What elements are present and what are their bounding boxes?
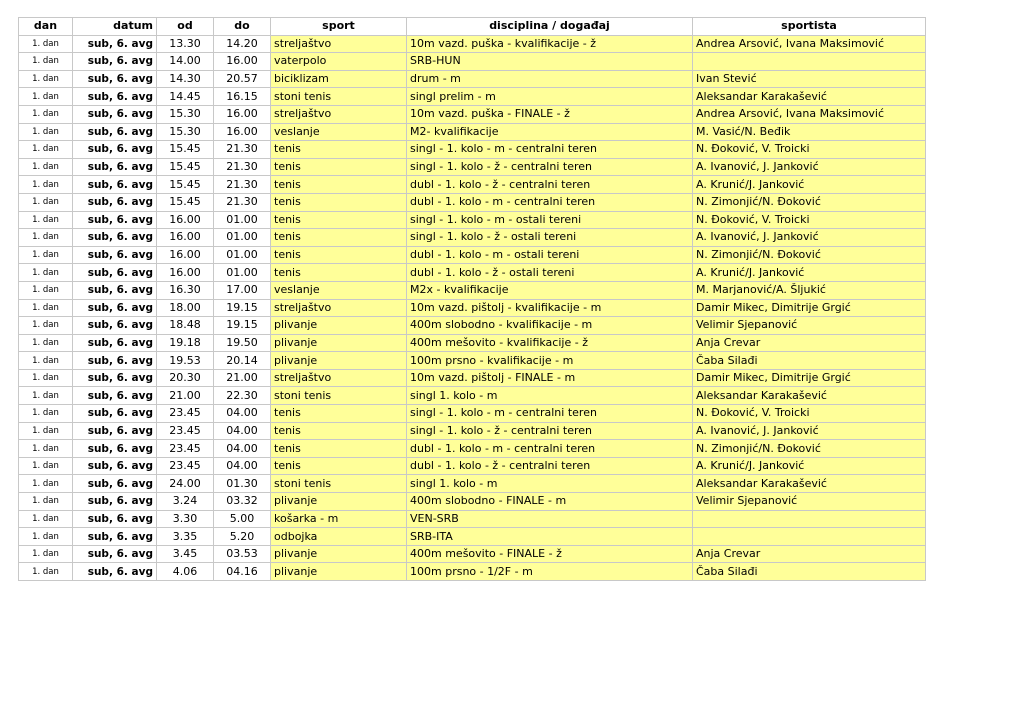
table-row [19, 211, 926, 229]
cell-disciplina: SRB-HUN [407, 53, 693, 71]
header-datum: datum [73, 18, 157, 36]
cell-datum: sub, 6. avg [73, 53, 157, 71]
cell-sportista: N. Zimonjić/N. Đoković [693, 193, 926, 211]
cell-dan: 1. dan [19, 158, 73, 176]
cell-datum: sub, 6. avg [73, 528, 157, 546]
cell-sport: veslanje [271, 281, 407, 299]
cell-disciplina: singl - 1. kolo - ž - centralni teren [407, 158, 693, 176]
cell-sportista: A. Krunić/J. Janković [693, 176, 926, 194]
table-row [19, 281, 926, 299]
table-row [19, 475, 926, 493]
cell-od: 18.48 [157, 317, 214, 335]
cell-sportista: N. Đoković, V. Troicki [693, 211, 926, 229]
cell-od: 15.30 [157, 105, 214, 123]
cell-datum: sub, 6. avg [73, 299, 157, 317]
cell-datum: sub, 6. avg [73, 246, 157, 264]
cell-sportista: N. Zimonjić/N. Đoković [693, 246, 926, 264]
cell-do: 20.57 [214, 70, 271, 88]
schedule-table [18, 17, 926, 581]
cell-disciplina: 400m mešovito - FINALE - ž [407, 545, 693, 563]
cell-datum: sub, 6. avg [73, 141, 157, 159]
cell-dan: 1. dan [19, 246, 73, 264]
cell-od: 16.30 [157, 281, 214, 299]
table-row [19, 193, 926, 211]
cell-dan: 1. dan [19, 176, 73, 194]
cell-do: 14.20 [214, 35, 271, 53]
cell-datum: sub, 6. avg [73, 229, 157, 247]
cell-sport: tenis [271, 158, 407, 176]
cell-disciplina: 10m vazd. pištolj - kvalifikacije - m [407, 299, 693, 317]
cell-od: 3.35 [157, 528, 214, 546]
cell-dan: 1. dan [19, 440, 73, 458]
cell-sportista: A. Ivanović, J. Janković [693, 422, 926, 440]
cell-sportista: Anja Crevar [693, 334, 926, 352]
cell-datum: sub, 6. avg [73, 123, 157, 141]
cell-od: 15.30 [157, 123, 214, 141]
cell-sportista: Velimir Sjepanović [693, 493, 926, 511]
cell-dan: 1. dan [19, 105, 73, 123]
cell-dan: 1. dan [19, 264, 73, 282]
cell-disciplina: dubl - 1. kolo - ž - centralni teren [407, 176, 693, 194]
cell-sport: košarka - m [271, 510, 407, 528]
cell-dan: 1. dan [19, 387, 73, 405]
table-row [19, 387, 926, 405]
cell-sport: tenis [271, 176, 407, 194]
cell-sportista: Anja Crevar [693, 545, 926, 563]
cell-dan: 1. dan [19, 334, 73, 352]
cell-datum: sub, 6. avg [73, 510, 157, 528]
cell-disciplina: 400m mešovito - kvalifikacije - ž [407, 334, 693, 352]
cell-do: 01.00 [214, 264, 271, 282]
cell-sportista: Čaba Silađi [693, 563, 926, 581]
cell-sportista: A. Krunić/J. Janković [693, 457, 926, 475]
cell-od: 15.45 [157, 141, 214, 159]
cell-dan: 1. dan [19, 123, 73, 141]
header-od: od [157, 18, 214, 36]
cell-dan: 1. dan [19, 35, 73, 53]
header-disciplina: disciplina / događaj [407, 18, 693, 36]
cell-sport: tenis [271, 193, 407, 211]
cell-od: 16.00 [157, 211, 214, 229]
cell-sport: tenis [271, 229, 407, 247]
cell-do: 17.00 [214, 281, 271, 299]
cell-dan: 1. dan [19, 193, 73, 211]
cell-sport: streljaštvo [271, 369, 407, 387]
cell-disciplina: dubl - 1. kolo - m - centralni teren [407, 193, 693, 211]
cell-sport: tenis [271, 440, 407, 458]
cell-sportista: Aleksandar Karakašević [693, 475, 926, 493]
cell-disciplina: singl - 1. kolo - m - ostali tereni [407, 211, 693, 229]
cell-dan: 1. dan [19, 88, 73, 106]
cell-sport: tenis [271, 141, 407, 159]
cell-do: 16.00 [214, 105, 271, 123]
cell-datum: sub, 6. avg [73, 176, 157, 194]
cell-od: 3.24 [157, 493, 214, 511]
cell-do: 01.30 [214, 475, 271, 493]
table-row [19, 317, 926, 335]
table-row [19, 105, 926, 123]
cell-do: 5.00 [214, 510, 271, 528]
cell-datum: sub, 6. avg [73, 493, 157, 511]
cell-od: 3.30 [157, 510, 214, 528]
cell-sport: tenis [271, 405, 407, 423]
cell-datum: sub, 6. avg [73, 317, 157, 335]
cell-sportista: Damir Mikec, Dimitrije Grgić [693, 369, 926, 387]
header-row [19, 18, 926, 36]
cell-dan: 1. dan [19, 369, 73, 387]
cell-dan: 1. dan [19, 545, 73, 563]
cell-od: 16.00 [157, 246, 214, 264]
cell-disciplina: singl prelim - m [407, 88, 693, 106]
cell-disciplina: 10m vazd. puška - FINALE - ž [407, 105, 693, 123]
cell-dan: 1. dan [19, 70, 73, 88]
cell-datum: sub, 6. avg [73, 264, 157, 282]
cell-do: 21.00 [214, 369, 271, 387]
header-sportista: sportista [693, 18, 926, 36]
cell-do: 04.00 [214, 440, 271, 458]
table-row [19, 457, 926, 475]
cell-dan: 1. dan [19, 563, 73, 581]
table-row [19, 440, 926, 458]
cell-sportista: M. Vasić/N. Beđik [693, 123, 926, 141]
cell-disciplina: SRB-ITA [407, 528, 693, 546]
header-do: do [214, 18, 271, 36]
cell-do: 21.30 [214, 158, 271, 176]
cell-do: 19.15 [214, 299, 271, 317]
cell-sport: plivanje [271, 352, 407, 370]
table-row [19, 405, 926, 423]
cell-do: 20.14 [214, 352, 271, 370]
cell-sportista: Velimir Sjepanović [693, 317, 926, 335]
cell-datum: sub, 6. avg [73, 405, 157, 423]
cell-do: 04.00 [214, 457, 271, 475]
cell-sport: streljaštvo [271, 105, 407, 123]
cell-dan: 1. dan [19, 141, 73, 159]
cell-do: 04.00 [214, 422, 271, 440]
table-row [19, 299, 926, 317]
table-row [19, 334, 926, 352]
cell-do: 5.20 [214, 528, 271, 546]
cell-datum: sub, 6. avg [73, 352, 157, 370]
cell-do: 21.30 [214, 141, 271, 159]
cell-disciplina: singl - 1. kolo - m - centralni teren [407, 405, 693, 423]
cell-od: 19.53 [157, 352, 214, 370]
cell-dan: 1. dan [19, 281, 73, 299]
cell-od: 15.45 [157, 158, 214, 176]
cell-do: 04.16 [214, 563, 271, 581]
cell-datum: sub, 6. avg [73, 193, 157, 211]
cell-dan: 1. dan [19, 457, 73, 475]
cell-sportista: A. Ivanović, J. Janković [693, 229, 926, 247]
table-row [19, 545, 926, 563]
cell-sport: tenis [271, 211, 407, 229]
cell-dan: 1. dan [19, 422, 73, 440]
cell-dan: 1. dan [19, 317, 73, 335]
table-body [19, 35, 926, 580]
cell-disciplina: M2x - kvalifikacije [407, 281, 693, 299]
cell-datum: sub, 6. avg [73, 457, 157, 475]
cell-sport: streljaštvo [271, 299, 407, 317]
cell-do: 16.15 [214, 88, 271, 106]
cell-od: 13.30 [157, 35, 214, 53]
cell-do: 03.53 [214, 545, 271, 563]
cell-dan: 1. dan [19, 211, 73, 229]
cell-datum: sub, 6. avg [73, 70, 157, 88]
table-row [19, 264, 926, 282]
table-row [19, 369, 926, 387]
cell-sport: stoni tenis [271, 387, 407, 405]
cell-do: 19.50 [214, 334, 271, 352]
cell-sportista [693, 53, 926, 71]
table-row [19, 141, 926, 159]
cell-dan: 1. dan [19, 352, 73, 370]
table-row [19, 246, 926, 264]
cell-disciplina: dubl - 1. kolo - m - centralni teren [407, 440, 693, 458]
cell-datum: sub, 6. avg [73, 105, 157, 123]
cell-od: 20.30 [157, 369, 214, 387]
cell-od: 14.00 [157, 53, 214, 71]
cell-sport: veslanje [271, 123, 407, 141]
cell-disciplina: singl 1. kolo - m [407, 387, 693, 405]
cell-datum: sub, 6. avg [73, 545, 157, 563]
cell-dan: 1. dan [19, 475, 73, 493]
cell-do: 01.00 [214, 229, 271, 247]
cell-sport: plivanje [271, 493, 407, 511]
cell-datum: sub, 6. avg [73, 422, 157, 440]
cell-do: 21.30 [214, 193, 271, 211]
cell-datum: sub, 6. avg [73, 369, 157, 387]
cell-datum: sub, 6. avg [73, 35, 157, 53]
cell-sport: tenis [271, 422, 407, 440]
cell-od: 16.00 [157, 264, 214, 282]
cell-sportista: N. Zimonjić/N. Đoković [693, 440, 926, 458]
cell-disciplina: dubl - 1. kolo - ž - centralni teren [407, 457, 693, 475]
cell-dan: 1. dan [19, 528, 73, 546]
cell-sport: tenis [271, 246, 407, 264]
cell-sport: plivanje [271, 545, 407, 563]
cell-dan: 1. dan [19, 53, 73, 71]
cell-sportista: A. Ivanović, J. Janković [693, 158, 926, 176]
cell-od: 19.18 [157, 334, 214, 352]
cell-sportista: N. Đoković, V. Troicki [693, 141, 926, 159]
cell-disciplina: 100m prsno - 1/2F - m [407, 563, 693, 581]
cell-od: 18.00 [157, 299, 214, 317]
cell-od: 15.45 [157, 176, 214, 194]
cell-datum: sub, 6. avg [73, 281, 157, 299]
cell-sport: biciklizam [271, 70, 407, 88]
cell-od: 21.00 [157, 387, 214, 405]
cell-do: 04.00 [214, 405, 271, 423]
table-row [19, 53, 926, 71]
cell-od: 24.00 [157, 475, 214, 493]
cell-do: 21.30 [214, 176, 271, 194]
cell-disciplina: drum - m [407, 70, 693, 88]
cell-sportista: Čaba Silađi [693, 352, 926, 370]
cell-disciplina: 10m vazd. pištolj - FINALE - m [407, 369, 693, 387]
cell-disciplina: singl - 1. kolo - ž - ostali tereni [407, 229, 693, 247]
cell-disciplina: singl - 1. kolo - m - centralni teren [407, 141, 693, 159]
cell-disciplina: singl - 1. kolo - ž - centralni teren [407, 422, 693, 440]
cell-disciplina: dubl - 1. kolo - ž - ostali tereni [407, 264, 693, 282]
cell-datum: sub, 6. avg [73, 334, 157, 352]
cell-dan: 1. dan [19, 299, 73, 317]
cell-od: 14.45 [157, 88, 214, 106]
table-row [19, 158, 926, 176]
cell-sportista: Andrea Arsović, Ivana Maksimović [693, 35, 926, 53]
cell-datum: sub, 6. avg [73, 475, 157, 493]
cell-sport: plivanje [271, 563, 407, 581]
cell-datum: sub, 6. avg [73, 211, 157, 229]
cell-sport: vaterpolo [271, 53, 407, 71]
cell-do: 19.15 [214, 317, 271, 335]
cell-od: 15.45 [157, 193, 214, 211]
cell-disciplina: 400m slobodno - kvalifikacije - m [407, 317, 693, 335]
cell-do: 01.00 [214, 246, 271, 264]
table-row [19, 493, 926, 511]
header-sport: sport [271, 18, 407, 36]
cell-od: 14.30 [157, 70, 214, 88]
cell-disciplina: 400m slobodno - FINALE - m [407, 493, 693, 511]
cell-sportista: M. Marjanović/A. Šljukić [693, 281, 926, 299]
cell-disciplina: 10m vazd. puška - kvalifikacije - ž [407, 35, 693, 53]
cell-dan: 1. dan [19, 493, 73, 511]
cell-dan: 1. dan [19, 510, 73, 528]
cell-do: 16.00 [214, 123, 271, 141]
cell-sportista [693, 510, 926, 528]
cell-sportista: Damir Mikec, Dimitrije Grgić [693, 299, 926, 317]
cell-sportista: A. Krunić/J. Janković [693, 264, 926, 282]
table-row [19, 422, 926, 440]
cell-datum: sub, 6. avg [73, 563, 157, 581]
table-row [19, 70, 926, 88]
cell-od: 23.45 [157, 457, 214, 475]
cell-disciplina: 100m prsno - kvalifikacije - m [407, 352, 693, 370]
table-row [19, 229, 926, 247]
cell-sport: plivanje [271, 317, 407, 335]
cell-disciplina: M2- kvalifikacije [407, 123, 693, 141]
cell-disciplina: VEN-SRB [407, 510, 693, 528]
cell-od: 16.00 [157, 229, 214, 247]
cell-od: 23.45 [157, 422, 214, 440]
cell-sport: plivanje [271, 334, 407, 352]
cell-sport: stoni tenis [271, 475, 407, 493]
table-row [19, 352, 926, 370]
cell-dan: 1. dan [19, 405, 73, 423]
cell-sportista: N. Đoković, V. Troicki [693, 405, 926, 423]
cell-do: 01.00 [214, 211, 271, 229]
table-row [19, 88, 926, 106]
cell-do: 22.30 [214, 387, 271, 405]
cell-sportista: Aleksandar Karakašević [693, 88, 926, 106]
table-row [19, 510, 926, 528]
cell-datum: sub, 6. avg [73, 158, 157, 176]
cell-disciplina: singl 1. kolo - m [407, 475, 693, 493]
cell-disciplina: dubl - 1. kolo - m - ostali tereni [407, 246, 693, 264]
cell-sportista: Andrea Arsović, Ivana Maksimović [693, 105, 926, 123]
cell-dan: 1. dan [19, 229, 73, 247]
cell-sport: tenis [271, 457, 407, 475]
cell-datum: sub, 6. avg [73, 88, 157, 106]
cell-od: 3.45 [157, 545, 214, 563]
table-row [19, 528, 926, 546]
cell-od: 4.06 [157, 563, 214, 581]
cell-datum: sub, 6. avg [73, 440, 157, 458]
cell-sport: tenis [271, 264, 407, 282]
cell-do: 16.00 [214, 53, 271, 71]
cell-sportista: Aleksandar Karakašević [693, 387, 926, 405]
table-row [19, 176, 926, 194]
cell-sportista: Ivan Stević [693, 70, 926, 88]
cell-sportista [693, 528, 926, 546]
table-row [19, 563, 926, 581]
cell-sport: odbojka [271, 528, 407, 546]
cell-sport: streljaštvo [271, 35, 407, 53]
table-row [19, 123, 926, 141]
table-row [19, 35, 926, 53]
header-dan: dan [19, 18, 73, 36]
cell-sport: stoni tenis [271, 88, 407, 106]
cell-datum: sub, 6. avg [73, 387, 157, 405]
cell-od: 23.45 [157, 440, 214, 458]
cell-od: 23.45 [157, 405, 214, 423]
cell-do: 03.32 [214, 493, 271, 511]
